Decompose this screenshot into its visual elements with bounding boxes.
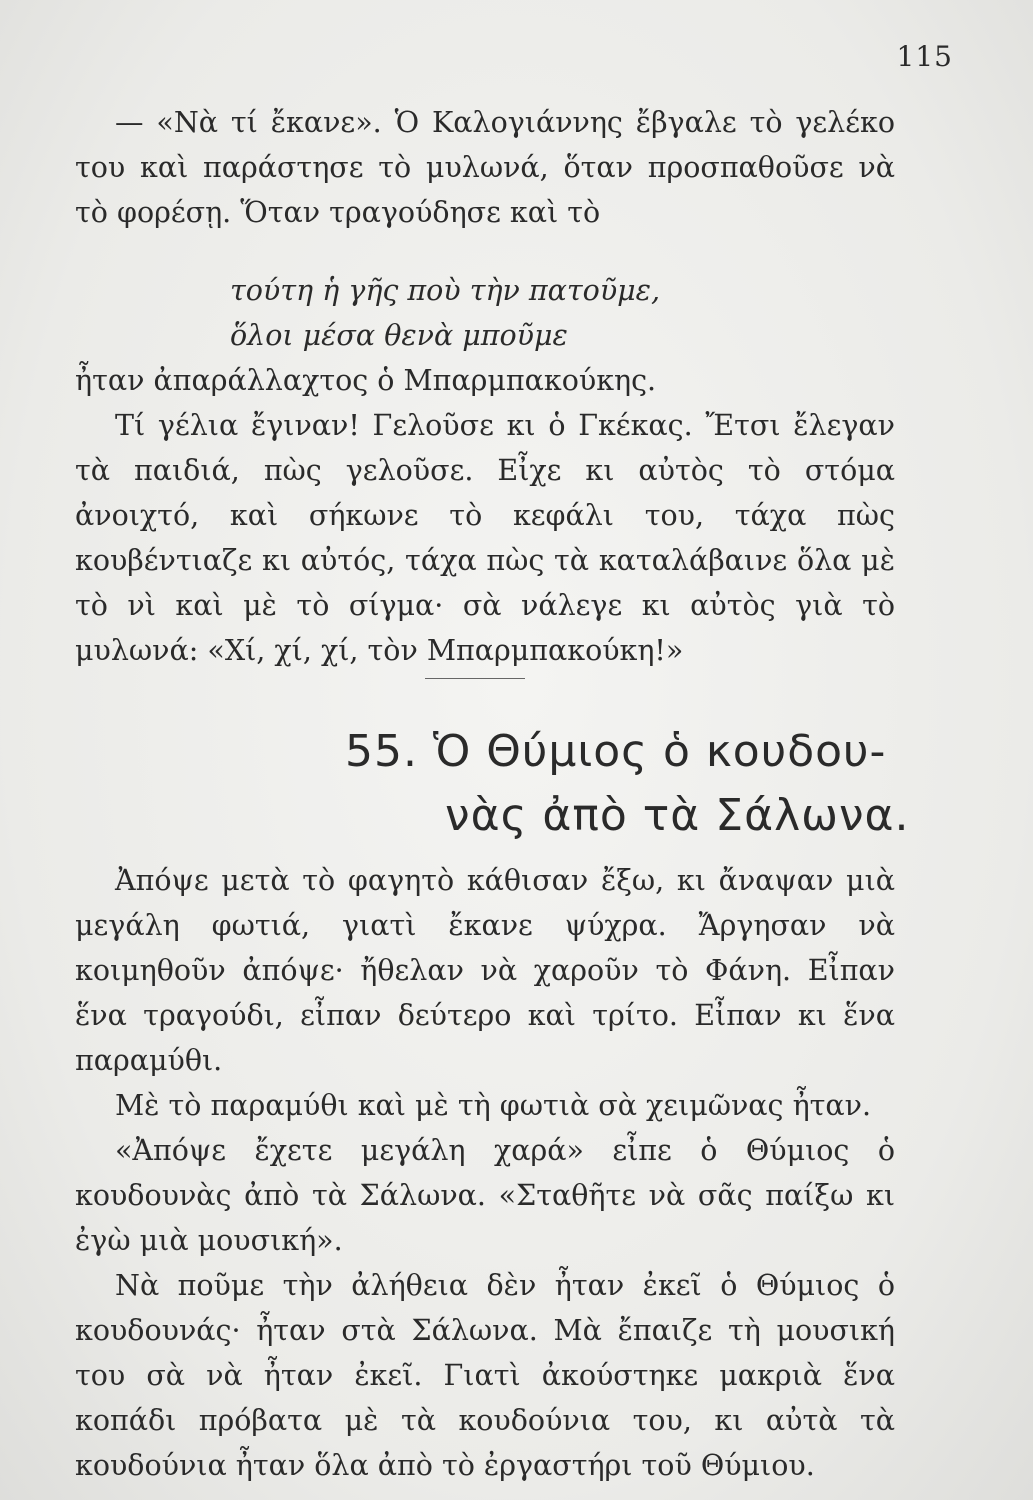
- opening-paragraph: — «Νὰ τί ἔκανε». Ὁ Καλογιάννης ἔβγαλε τὸ γελέκο του καὶ παράστησε τὸ μυλωνά, ὅταν προσπαθοῦσε νὰ τὸ φορέσῃ. Ὅταν τραγούδησε καὶ τὸ: [75, 106, 895, 229]
- laughter-paragraph: Τί γέλια ἔγιναν! Γελοῦσε κι ὁ Γκέκας. Ἔτσι ἔλεγαν τὰ παιδιά, πὼς γελοῦσε. Εἶχε κι αὐτὸς τὸ στόμα ἀνοιχτό, καὶ σήκωνε τὸ κεφάλι του, τάχα πὼς κουβέντιαζε κι αὐτός, τάχα πὼς τὰ καταλάβαινε ὅλα μὲ τὸ νὶ καὶ μὲ τὸ σίγμα· σὰ νάλεγε κι αὐτὸς γιὰ τὸ μυλωνά: «Χί, χί, χί, τὸν Μπαρμπακούκη!»: [75, 409, 895, 667]
- chapter-body: [75, 858, 895, 1488]
- section-divider: [425, 678, 525, 679]
- chapter-paragraph-2: Μὲ τὸ παραμύθι καὶ μὲ τὴ φωτιὰ σὰ χειμῶνας ἦταν.: [115, 1089, 872, 1122]
- verse-line-1: τούτη ἡ γῆς ποὺ τὴν πατοῦμε,: [230, 274, 661, 307]
- verse-block: [230, 268, 830, 358]
- verse-continuation: ἦταν ἀπαράλλαχτος ὁ Μπαρμπακούκης.: [75, 364, 657, 397]
- chapter-title-line-2: νὰς ἀπὸ τὰ Σάλωνα.: [445, 790, 910, 841]
- chapter-paragraph-3: «Ἀπόψε ἔχετε μεγάλη χαρά» εἶπε ὁ Θύμιος ὁ κουδουνὰς ἀπὸ τὰ Σάλωνα. «Σταθῆτε νὰ σᾶς παίξω κι ἐγὼ μιὰ μουσική».: [75, 1134, 895, 1257]
- chapter-heading: [345, 720, 910, 848]
- middle-paragraph-block: [75, 358, 895, 673]
- chapter-paragraph-4: Νὰ ποῦμε τὴν ἀλήθεια δὲν ἦταν ἐκεῖ ὁ Θύμιος ὁ κουδουνάς· ἦταν στὰ Σάλωνα. Μὰ ἔπαιζε τὴ μουσική του σὰ νὰ ἦταν ἐκεῖ. Γιατὶ ἀκούστηκε μακριὰ ἕνα κοπάδι πρόβατα μὲ τὰ κουδούνια του, κι αὐτὰ τὰ κουδούνια ἦταν ὅλα ἀπὸ τὸ ἐργαστήρι τοῦ Θύμιου.: [75, 1269, 895, 1482]
- chapter-title-line-1: 55. Ὁ Θύμιος ὁ κουδου-: [345, 726, 887, 777]
- chapter-paragraph-1: Ἀπόψε μετὰ τὸ φαγητὸ κάθισαν ἔξω, κι ἄναψαν μιὰ μεγάλη φωτιά, γιατὶ ἔκανε ψύχρα. Ἄργησαν νὰ κοιμηθοῦν ἀπόψε· ἤθελαν νὰ χαροῦν τὸ Φάνη. Εἶπαν ἕνα τραγούδι, εἶπαν δεύτερο καὶ τρίτο. Εἶπαν κι ἕνα παραμύθι.: [75, 864, 895, 1077]
- opening-paragraph-block: [75, 100, 895, 235]
- page-number: 115: [896, 40, 953, 73]
- verse-line-2: ὅλοι μέσα θενὰ μποῦμε: [230, 319, 568, 352]
